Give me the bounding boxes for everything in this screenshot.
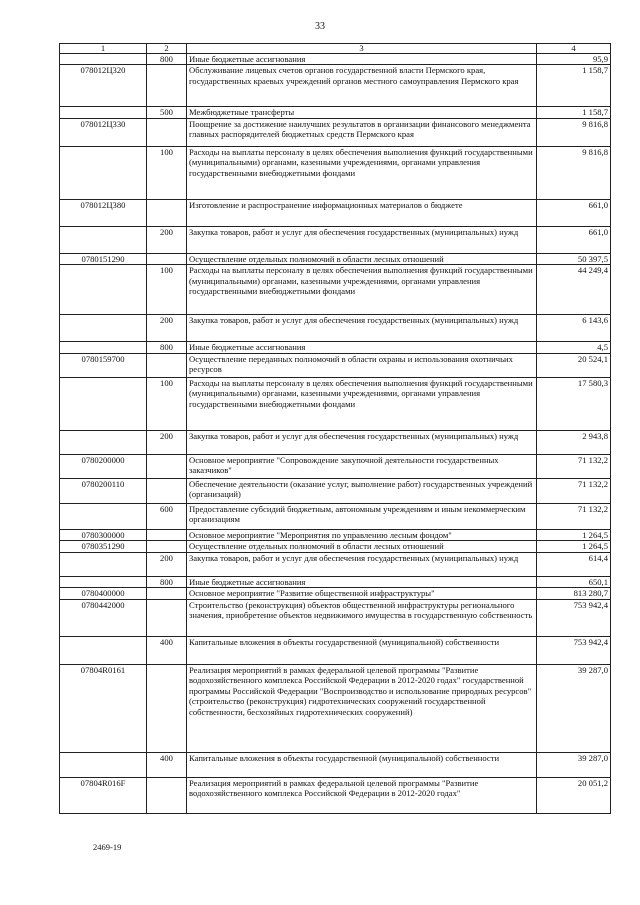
code-cell: 0780351290 (60, 541, 147, 552)
code-cell: 0780300000 (60, 529, 147, 540)
description-cell: Межбюджетные трансферты (187, 107, 537, 118)
amount-cell: 813 280,7 (537, 588, 611, 599)
header-row (60, 44, 611, 54)
description-cell: Расходы на выплаты персоналу в целях обеспечения выполнения функций государственными (муниципальными) органами, казенными учреждениями, органами управления государственными внебюджетными фондами (187, 377, 537, 430)
code-cell (60, 107, 147, 118)
amount-cell: 4,5 (537, 342, 611, 353)
amount-cell: 650,1 (537, 576, 611, 587)
group-cell (147, 664, 187, 752)
code-cell: 078012Ц380 (60, 199, 147, 226)
code-cell (60, 146, 147, 199)
code-cell: 0780151290 (60, 253, 147, 264)
table-row (60, 503, 611, 529)
amount-cell: 71 132,2 (537, 454, 611, 478)
code-cell (60, 636, 147, 664)
table-row (60, 636, 611, 664)
header-col-1: 1 (60, 44, 147, 54)
description-cell: Капитальные вложения в объекты государственной (муниципальной) собственности (187, 752, 537, 777)
description-cell: Закупка товаров, работ и услуг для обеспечения государственных (муниципальных) нужд (187, 315, 537, 342)
group-cell: 500 (147, 107, 187, 118)
table-row (60, 541, 611, 552)
table-row (60, 65, 611, 107)
amount-cell: 39 287,0 (537, 664, 611, 752)
amount-cell: 1 158,7 (537, 65, 611, 107)
code-cell: 078012Ц320 (60, 65, 147, 107)
table-row (60, 226, 611, 253)
table-row (60, 529, 611, 540)
description-cell: Обслуживание лицевых счетов органов государственной власти Пермского края, государственных краевых учреждений органов местного самоуправления Пермского края (187, 65, 537, 107)
amount-cell: 9 816,8 (537, 146, 611, 199)
code-cell: 078012Ц330 (60, 118, 147, 146)
description-cell: Иные бюджетные ассигнования (187, 576, 537, 587)
group-cell: 400 (147, 752, 187, 777)
code-cell: 0780159700 (60, 353, 147, 377)
table-row (60, 552, 611, 576)
code-cell: 07804R0161 (60, 664, 147, 752)
document-code: 2469-19 (93, 842, 122, 852)
description-cell: Основное мероприятие "Развитие общественной инфраструктуры" (187, 588, 537, 599)
group-cell (147, 199, 187, 226)
amount-cell: 614,4 (537, 552, 611, 576)
table-row (60, 107, 611, 118)
description-cell: Реализация мероприятий в рамках федеральной целевой программы "Развитие водохозяйственного комплекса Российской Федерации в 2012-2020 годах" государственной программы Российской Федерации "Воспроизводство и использование природных ресурсов" (строительство (реконструкция) гидротехнических сооружений государственной собственности, бесхозяйных гидротехнических сооружений) (187, 664, 537, 752)
group-cell (147, 454, 187, 478)
table-row (60, 353, 611, 377)
description-cell: Осуществление отдельных полномочий в области лесных отношений (187, 253, 537, 264)
group-cell: 100 (147, 265, 187, 315)
description-cell: Закупка товаров, работ и услуг для обеспечения государственных (муниципальных) нужд (187, 226, 537, 253)
code-cell (60, 377, 147, 430)
amount-cell: 1 264,5 (537, 541, 611, 552)
group-cell (147, 353, 187, 377)
code-cell (60, 315, 147, 342)
group-cell: 200 (147, 315, 187, 342)
code-cell (60, 54, 147, 65)
amount-cell: 39 287,0 (537, 752, 611, 777)
table-row (60, 199, 611, 226)
description-cell: Капитальные вложения в объекты государственной (муниципальной) собственности (187, 636, 537, 664)
amount-cell: 2 943,8 (537, 430, 611, 454)
amount-cell: 71 132,2 (537, 478, 611, 503)
amount-cell: 661,0 (537, 199, 611, 226)
group-cell (147, 529, 187, 540)
amount-cell: 1 158,7 (537, 107, 611, 118)
group-cell: 200 (147, 430, 187, 454)
group-cell: 400 (147, 636, 187, 664)
description-cell: Закупка товаров, работ и услуг для обеспечения государственных (муниципальных) нужд (187, 552, 537, 576)
code-cell (60, 752, 147, 777)
table-row (60, 146, 611, 199)
group-cell (147, 588, 187, 599)
table-row (60, 253, 611, 264)
group-cell (147, 478, 187, 503)
group-cell (147, 541, 187, 552)
code-cell (60, 576, 147, 587)
group-cell: 100 (147, 146, 187, 199)
table-row (60, 599, 611, 636)
group-cell: 800 (147, 342, 187, 353)
table-row (60, 54, 611, 65)
table-row (60, 430, 611, 454)
description-cell: Изготовление и распространение информационных материалов о бюджете (187, 199, 537, 226)
page-number: 33 (315, 21, 325, 32)
header-col-2: 2 (147, 44, 187, 54)
amount-cell: 1 264,5 (537, 529, 611, 540)
group-cell: 800 (147, 54, 187, 65)
table-row (60, 342, 611, 353)
description-cell: Строительство (реконструкция) объектов общественной инфраструктуры регионального значения, приобретение объектов недвижимого имущества в государственную собственность (187, 599, 537, 636)
description-cell: Основное мероприятие "Мероприятия по управлению лесным фондом" (187, 529, 537, 540)
group-cell (147, 253, 187, 264)
code-cell: 07804R016F (60, 777, 147, 813)
group-cell: 800 (147, 576, 187, 587)
amount-cell: 44 249,4 (537, 265, 611, 315)
description-cell: Основное мероприятие "Сопровождение закупочной деятельности государственных заказчиков" (187, 454, 537, 478)
description-cell: Расходы на выплаты персоналу в целях обеспечения выполнения функций государственными (муниципальными) органами, казенными учреждениями, органами управления государственными внебюджетными фондами (187, 146, 537, 199)
description-cell: Осуществление отдельных полномочий в области лесных отношений (187, 541, 537, 552)
group-cell: 200 (147, 226, 187, 253)
code-cell (60, 265, 147, 315)
description-cell: Обеспечение деятельности (оказание услуг, выполнение работ) государственных учреждений (организаций) (187, 478, 537, 503)
description-cell: Поощрение за достижение наилучших результатов в организации финансового менеджмента главных распорядителей бюджетных средств Пермского края (187, 118, 537, 146)
description-cell: Предоставление субсидий бюджетным, автономным учреждениям и иным некоммерческим организациям (187, 503, 537, 529)
amount-cell: 50 397,5 (537, 253, 611, 264)
code-cell: 0780442000 (60, 599, 147, 636)
code-cell (60, 430, 147, 454)
table-row (60, 576, 611, 587)
table-row (60, 118, 611, 146)
table-row (60, 777, 611, 813)
amount-cell: 17 580,3 (537, 377, 611, 430)
amount-cell: 661,0 (537, 226, 611, 253)
amount-cell: 95,9 (537, 54, 611, 65)
amount-cell: 9 816,8 (537, 118, 611, 146)
description-cell: Иные бюджетные ассигнования (187, 54, 537, 65)
group-cell: 600 (147, 503, 187, 529)
header-col-3: 3 (187, 44, 537, 54)
description-cell: Закупка товаров, работ и услуг для обеспечения государственных (муниципальных) нужд (187, 430, 537, 454)
amount-cell: 71 132,2 (537, 503, 611, 529)
code-cell (60, 503, 147, 529)
group-cell (147, 599, 187, 636)
header-col-4: 4 (537, 44, 611, 54)
budget-table (59, 43, 611, 814)
group-cell (147, 777, 187, 813)
amount-cell: 20 524,1 (537, 353, 611, 377)
group-cell: 200 (147, 552, 187, 576)
table-row (60, 478, 611, 503)
table-row (60, 377, 611, 430)
group-cell (147, 118, 187, 146)
table-row (60, 265, 611, 315)
code-cell: 0780200000 (60, 454, 147, 478)
code-cell: 0780400000 (60, 588, 147, 599)
table-row (60, 752, 611, 777)
description-cell: Расходы на выплаты персоналу в целях обеспечения выполнения функций государственными (муниципальными) органами, казенными учреждениями, органами управления государственными внебюджетными фондами (187, 265, 537, 315)
amount-cell: 6 143,6 (537, 315, 611, 342)
code-cell: 0780200110 (60, 478, 147, 503)
group-cell: 100 (147, 377, 187, 430)
code-cell (60, 342, 147, 353)
code-cell (60, 552, 147, 576)
table-row (60, 588, 611, 599)
group-cell (147, 65, 187, 107)
amount-cell: 20 051,2 (537, 777, 611, 813)
amount-cell: 753 942,4 (537, 636, 611, 664)
description-cell: Реализация мероприятий в рамках федеральной целевой программы "Развитие водохозяйственного комплекса Российской Федерации в 2012-2020 годах" (187, 777, 537, 813)
description-cell: Осуществление переданных полномочий в области охраны и использования охотничьих ресурсов (187, 353, 537, 377)
code-cell (60, 226, 147, 253)
table-row (60, 664, 611, 752)
table-row (60, 454, 611, 478)
description-cell: Иные бюджетные ассигнования (187, 342, 537, 353)
table-row (60, 315, 611, 342)
amount-cell: 753 942,4 (537, 599, 611, 636)
